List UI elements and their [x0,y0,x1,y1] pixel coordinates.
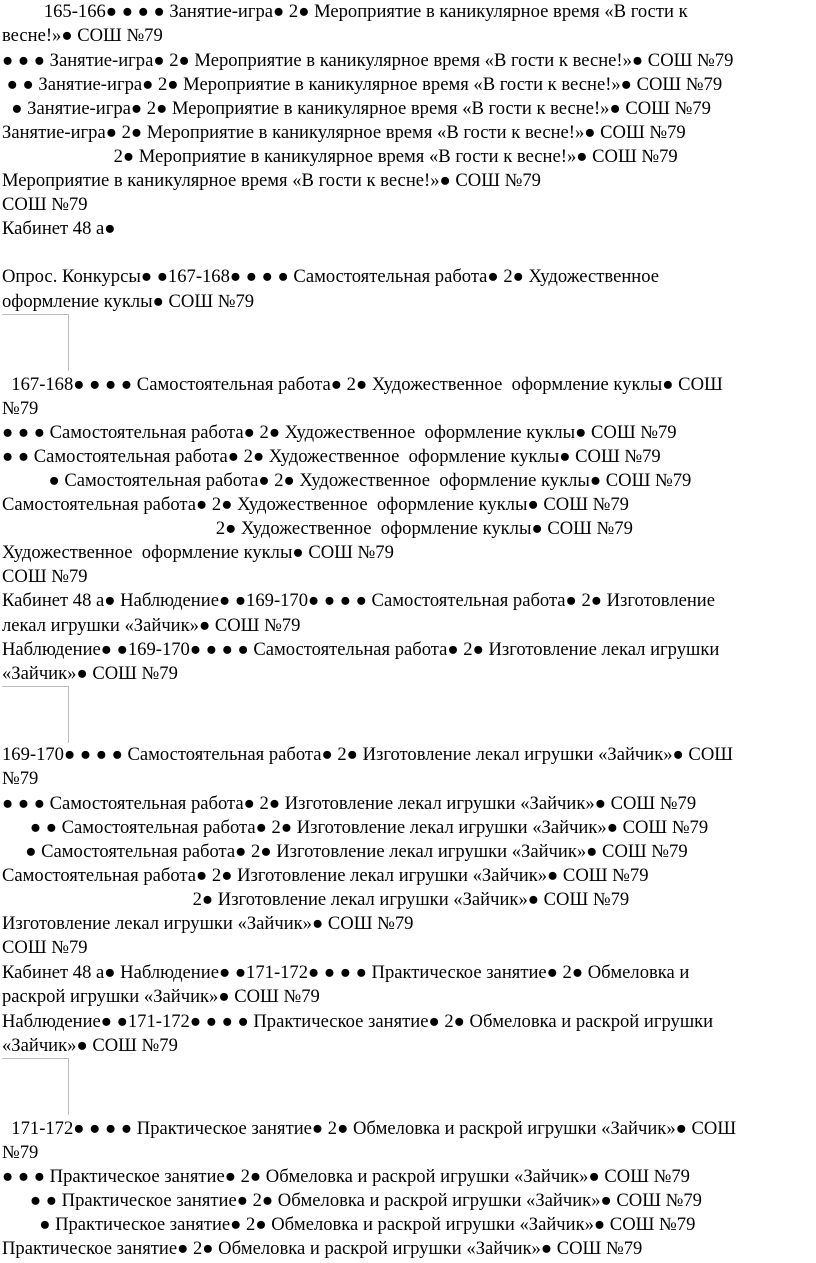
text-line: Наблюдение● ●169-170● ● ● ● Самостоятельная работа● 2● Изготовление лекал игрушки [2,639,720,660]
text-line: ● Практическое занятие● 2● Обмеловка и раскрой игрушки «Зайчик»● СОШ №79 [2,1214,696,1235]
text-line: ● Самостоятельная работа● 2● Художественное оформление куклы● СОШ №79 [2,470,692,491]
text-line: Опрос. Конкурсы● ●167-168● ● ● ● Самостоятельная работа● 2● Художественное [2,266,659,287]
text-line: весне!»● СОШ №79 [2,25,163,46]
text-line: ● ● ● Практическое занятие● 2● Обмеловка и раскрой игрушки «Зайчик»● СОШ №79 [2,1166,690,1187]
text-line: СОШ №79 [2,566,88,587]
text-line: 165-166● ● ● ● Занятие-игра● 2● Мероприятие в каникулярное время «В гости к [2,1,688,22]
empty-table-cell [2,314,69,371]
text-line: ● Занятие-игра● 2● Мероприятие в каникулярное время «В гости к весне!»● СОШ №79 [2,98,711,119]
text-line: «Зайчик»● СОШ №79 [2,1035,178,1056]
text-line: лекал игрушки «Зайчик»● СОШ №79 [2,615,301,636]
text-line: Изготовление лекал игрушки «Зайчик»● СОШ №79 [2,913,414,934]
text-line: №79 [2,1142,39,1163]
text-line: 2● Изготовление лекал игрушки «Зайчик»● СОШ №79 [2,889,630,910]
text-line: 2● Художественное оформление куклы● СОШ №79 [2,518,633,539]
text-line: Художественное оформление куклы● СОШ №79 [2,542,394,563]
text-line: СОШ №79 [2,937,88,958]
text-line: раскрой игрушки «Зайчик»● СОШ №79 [2,986,320,1007]
text-line: Самостоятельная работа● 2● Художественное оформление куклы● СОШ №79 [2,494,629,515]
text-line: ● ● ● Самостоятельная работа● 2● Изготовление лекал игрушки «Зайчик»● СОШ №79 [2,793,697,814]
text-line: 169-170● ● ● ● Самостоятельная работа● 2● Изготовление лекал игрушки «Зайчик»● СОШ [2,744,734,765]
empty-table-cell [2,1058,69,1115]
text-line: ● ● ● Занятие-игра● 2● Мероприятие в каникулярное время «В гости к весне!»● СОШ №79 [2,50,734,71]
text-line: оформление куклы● СОШ №79 [2,291,255,312]
text-line: СОШ №79 [2,194,88,215]
text-line: ● ● Занятие-игра● 2● Мероприятие в каникулярное время «В гости к весне!»● СОШ №79 [2,74,723,95]
text-line: 2● Мероприятие в каникулярное время «В гости к весне!»● СОШ №79 [2,146,678,167]
text-line: Занятие-игра● 2● Мероприятие в каникулярное время «В гости к весне!»● СОШ №79 [2,122,686,143]
text-line: ● ● ● Самостоятельная работа● 2● Художественное оформление куклы● СОШ №79 [2,422,677,443]
text-line: Кабинет 48 а● Наблюдение● ●171-172● ● ● ● Практическое занятие● 2● Обмеловка и [2,962,690,983]
text-line: №79 [2,768,39,789]
text-line: ● ● Самостоятельная работа● 2● Художественное оформление куклы● СОШ №79 [2,446,661,467]
text-line: ● ● Практическое занятие● 2● Обмеловка и раскрой игрушки «Зайчик»● СОШ №79 [2,1190,702,1211]
text-line: №79 [2,398,39,419]
text-line: Мероприятие в каникулярное время «В гости к весне!»● СОШ №79 [2,170,541,191]
text-line: 171-172● ● ● ● Практическое занятие● 2● Обмеловка и раскрой игрушки «Зайчик»● СОШ [2,1118,737,1139]
text-line: ● ● Самостоятельная работа● 2● Изготовление лекал игрушки «Зайчик»● СОШ №79 [2,817,709,838]
text-line: ● Самостоятельная работа● 2● Изготовление лекал игрушки «Зайчик»● СОШ №79 [2,841,688,862]
text-line: Наблюдение● ●171-172● ● ● ● Практическое занятие● 2● Обмеловка и раскрой игрушки [2,1011,714,1032]
text-line: 167-168● ● ● ● Самостоятельная работа● 2● Художественное оформление куклы● СОШ [2,374,723,395]
text-line: Практическое занятие● 2● Обмеловка и раскрой игрушки «Зайчик»● СОШ №79 [2,1238,643,1259]
text-line: Самостоятельная работа● 2● Изготовление лекал игрушки «Зайчик»● СОШ №79 [2,865,649,886]
empty-table-cell [2,686,69,743]
text-line: Кабинет 48 а● [2,218,116,239]
text-line: «Зайчик»● СОШ №79 [2,663,178,684]
text-line: Кабинет 48 а● Наблюдение● ●169-170● ● ● ● Самостоятельная работа● 2● Изготовление [2,590,715,611]
